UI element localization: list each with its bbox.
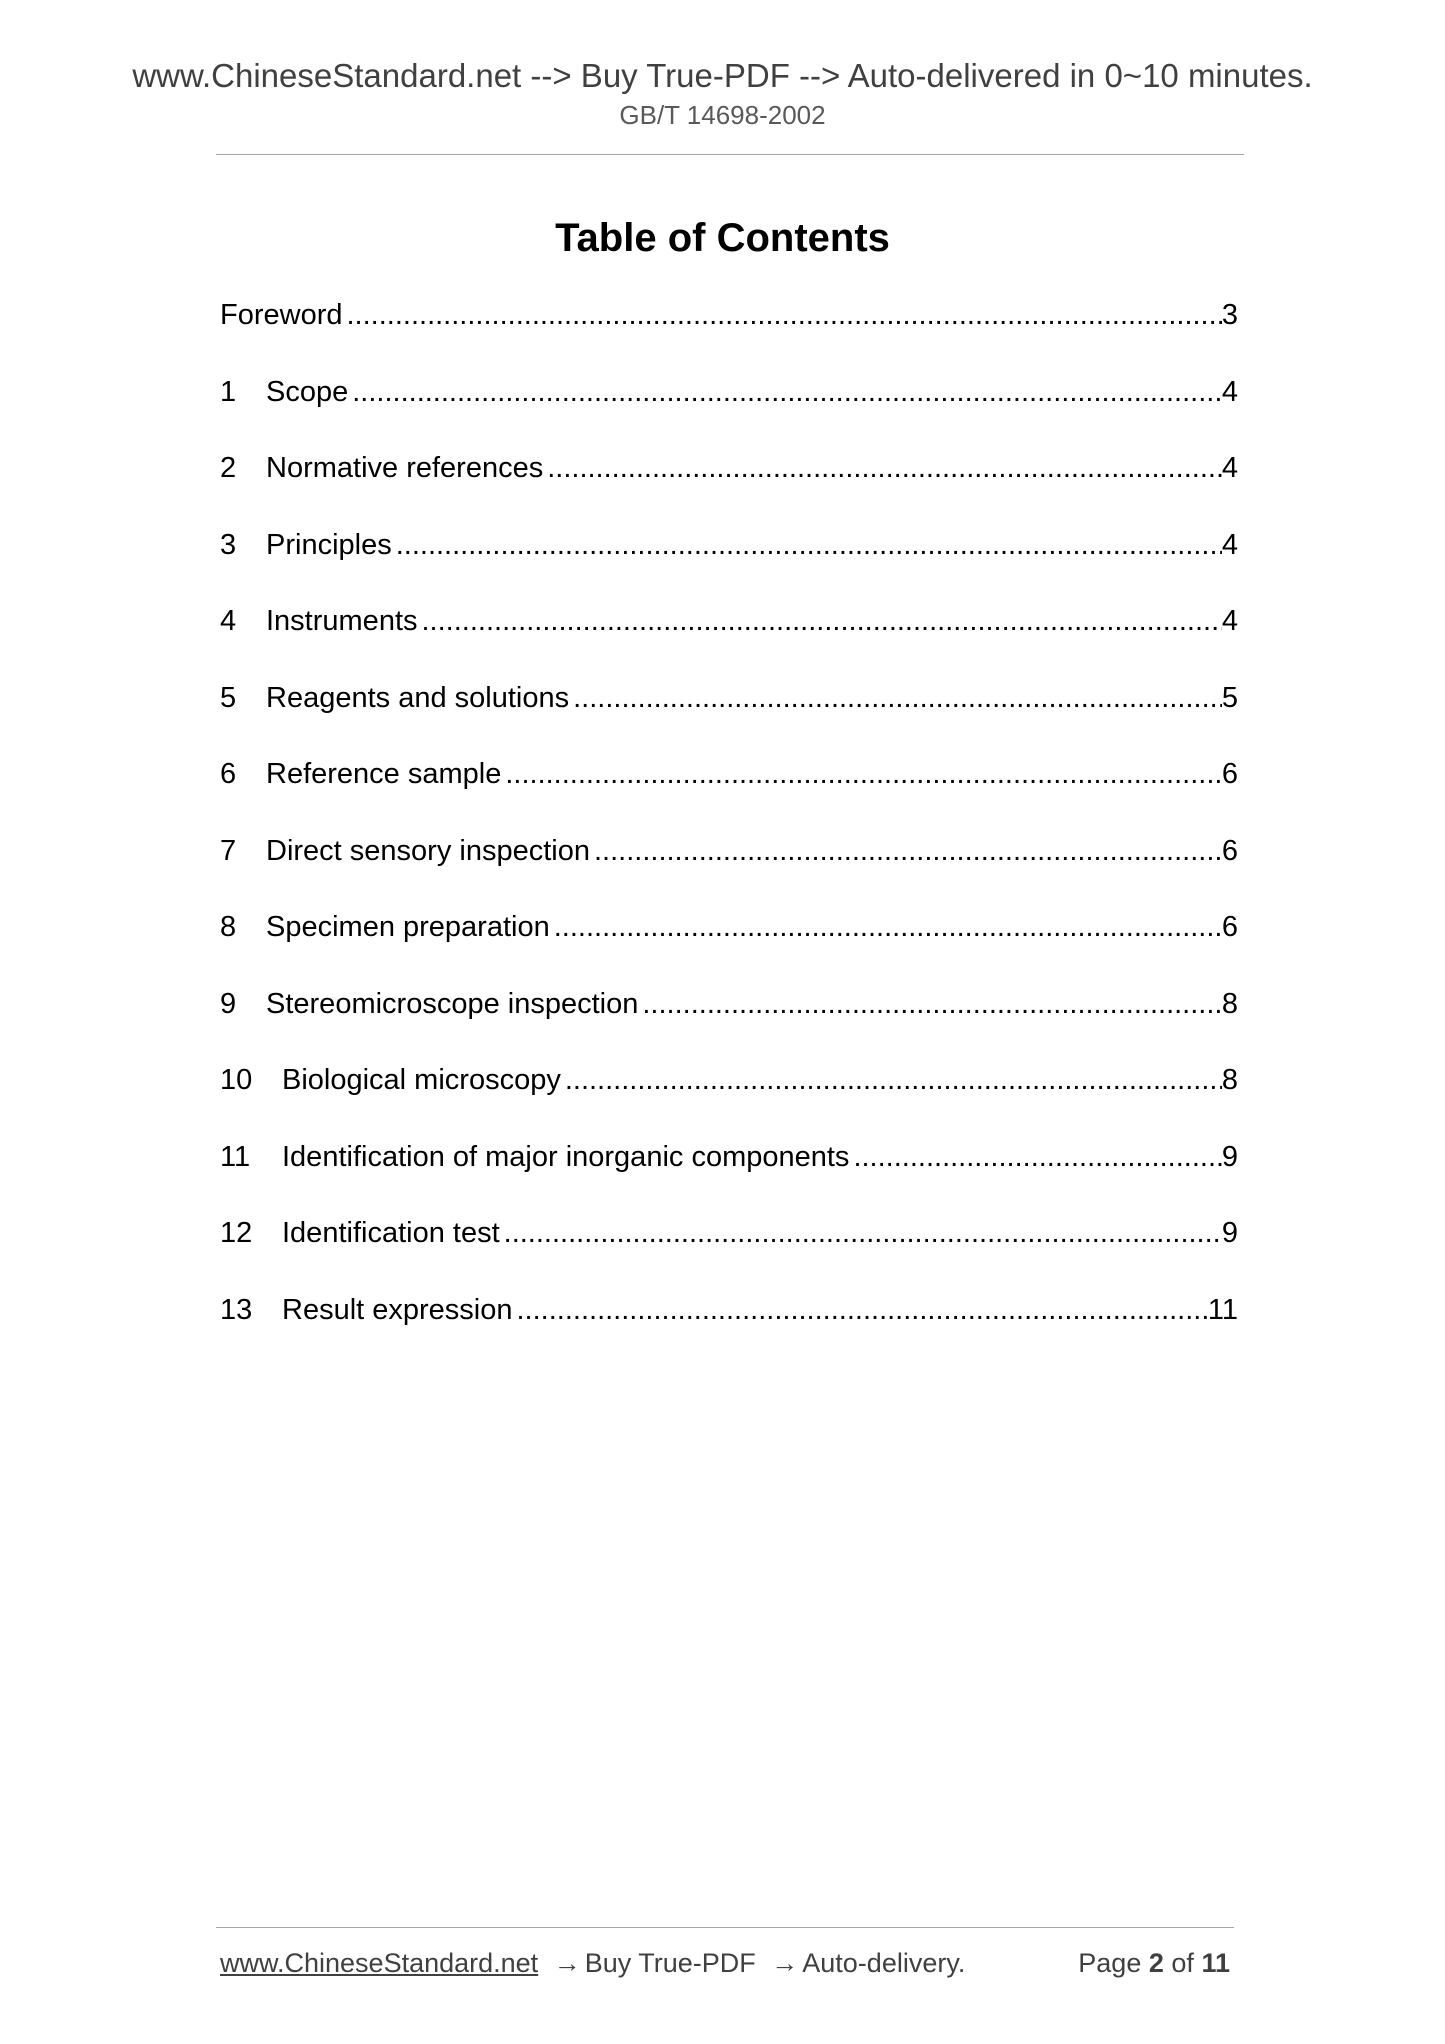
footer-site-link[interactable]: www.ChineseStandard.net	[220, 1948, 539, 1978]
toc-entry-label: Foreword	[220, 299, 343, 331]
toc-entry-label: Scope	[266, 375, 349, 408]
toc-entry-page: 6	[1221, 758, 1238, 790]
toc-dot-leader	[392, 523, 1222, 567]
toc-title: Table of Contents	[555, 216, 890, 260]
toc-dot-leader	[561, 1058, 1222, 1102]
page-header	[0, 56, 1445, 132]
toc-entry-page: 11	[1207, 1293, 1238, 1326]
toc-entry-number: 8	[220, 911, 237, 943]
header-banner: www.ChineseStandard.net --> Buy True-PDF --> Auto-delivered in 0~10 minutes.	[132, 57, 1313, 94]
toc-entry-number: 12	[220, 1217, 253, 1249]
toc-dot-leader	[543, 446, 1222, 490]
toc-entry[interactable]	[220, 905, 1238, 982]
toc-dot-leader	[638, 982, 1222, 1026]
arrow-right-icon: →	[771, 1948, 799, 1978]
page-current: 2	[1148, 1948, 1164, 1978]
toc-entry-number: 13	[220, 1293, 253, 1326]
toc-entry-number: 2	[220, 452, 237, 484]
toc-entry[interactable]	[220, 1288, 1238, 1365]
toc-entry-number: 6	[220, 758, 237, 790]
page-number	[1078, 1943, 1230, 1983]
toc-entry-page: 3	[1221, 299, 1238, 331]
toc-entry-number: 11	[220, 1140, 251, 1173]
toc-entry[interactable]	[220, 676, 1238, 753]
toc-dot-leader	[500, 1211, 1222, 1255]
arrow-right-icon: →	[553, 1948, 581, 1978]
toc-dot-leader	[343, 293, 1222, 337]
toc-entry-page: 6	[1221, 834, 1238, 867]
toc-entry-label: Normative references	[266, 452, 544, 484]
toc-dot-leader	[849, 1135, 1221, 1179]
toc-entry-label: Identification of major inorganic components	[282, 1140, 850, 1173]
toc-entry-number: 10	[220, 1064, 253, 1096]
toc-entry[interactable]	[220, 752, 1238, 829]
toc-entry[interactable]	[220, 1211, 1238, 1288]
footer-left	[220, 1943, 965, 1983]
footer-buy-text: Buy True-PDF	[584, 1948, 756, 1978]
toc-entry-page: 4	[1221, 605, 1238, 637]
toc-entry-page: 8	[1221, 987, 1238, 1020]
toc-entry-page: 4	[1221, 528, 1238, 561]
toc-entry[interactable]	[220, 1135, 1238, 1212]
toc-entry-label: Specimen preparation	[266, 911, 550, 943]
toc-entry[interactable]	[220, 982, 1238, 1059]
toc-entry-label: Identification test	[282, 1217, 500, 1249]
toc-entry[interactable]	[220, 293, 1238, 370]
footer-divider	[216, 1927, 1234, 1928]
toc-entry-page: 6	[1221, 911, 1238, 943]
page-of: of	[1171, 1948, 1194, 1978]
page-footer	[220, 1943, 1230, 1983]
toc-dot-leader	[550, 905, 1222, 949]
toc-entry-label: Principles	[266, 528, 392, 561]
toc-entry-page: 4	[1221, 452, 1238, 484]
toc-entry-page: 9	[1221, 1140, 1238, 1173]
toc-entry-number: 3	[220, 528, 237, 561]
toc-entry[interactable]	[220, 829, 1238, 906]
footer-delivery-text: Auto-delivery.	[802, 1948, 966, 1978]
toc-dot-leader	[418, 599, 1222, 643]
toc-list	[220, 293, 1238, 1364]
toc-entry-label: Direct sensory inspection	[266, 834, 590, 867]
toc-dot-leader	[348, 370, 1222, 414]
toc-entry[interactable]	[220, 370, 1238, 447]
page-prefix: Page	[1078, 1948, 1142, 1978]
toc-entry-label: Reagents and solutions	[266, 681, 570, 714]
toc-entry-page: 8	[1221, 1064, 1238, 1096]
toc-entry-label: Result expression	[282, 1293, 513, 1326]
page-total: 11	[1201, 1948, 1230, 1978]
toc-entry[interactable]	[220, 1058, 1238, 1135]
toc-entry-page: 4	[1221, 375, 1238, 408]
toc-entry-label: Stereomicroscope inspection	[266, 987, 639, 1020]
standard-code: GB/T 14698-2002	[619, 100, 826, 130]
toc-entry-number: 1	[220, 375, 237, 408]
toc-entry-page: 9	[1221, 1217, 1238, 1249]
toc-entry-page: 5	[1221, 681, 1238, 714]
toc-entry-label: Biological microscopy	[282, 1064, 561, 1096]
toc-entry-number: 7	[220, 834, 237, 867]
toc-entry-number: 5	[220, 681, 237, 714]
toc-entry[interactable]	[220, 446, 1238, 523]
toc-dot-leader	[501, 752, 1222, 796]
header-divider	[216, 154, 1244, 155]
toc-entry-number: 4	[220, 605, 237, 637]
toc-entry[interactable]	[220, 523, 1238, 600]
toc-dot-leader	[590, 829, 1222, 873]
toc-dot-leader	[513, 1288, 1208, 1332]
toc-entry-number: 9	[220, 987, 237, 1020]
toc-dot-leader	[569, 676, 1222, 720]
toc-entry-label: Reference sample	[266, 758, 502, 790]
toc-entry-label: Instruments	[266, 605, 418, 637]
toc-entry[interactable]	[220, 599, 1238, 676]
